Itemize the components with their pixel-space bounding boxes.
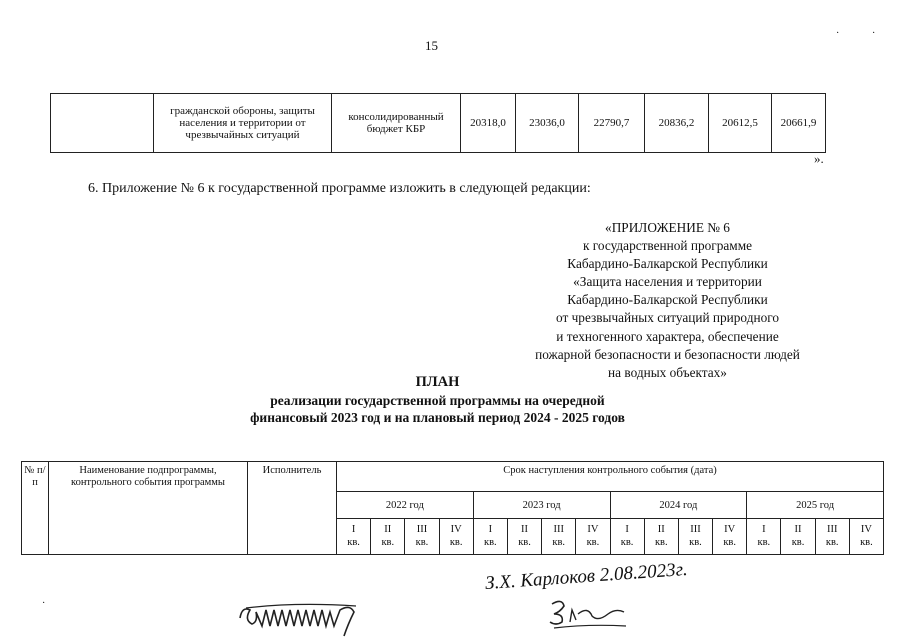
quarter-header: IV кв. xyxy=(849,519,883,555)
plan-subtitle: финансовый 2023 год и на плановый период 2024 - 2025 годов xyxy=(250,410,625,425)
table-cell: консолидированный бюджет КБР xyxy=(332,94,461,153)
scan-speck: · xyxy=(42,598,46,609)
appendix-line: Кабардино-Балкарской Республики xyxy=(567,256,768,272)
scan-speck: · xyxy=(872,28,876,39)
year-header: 2025 год xyxy=(747,492,884,519)
appendix-line: к государственной программе xyxy=(582,238,753,254)
table-cell: 20661,9 xyxy=(772,94,826,153)
appendix-line: и техногенного характера, обеспечение xyxy=(556,328,779,344)
table-row xyxy=(51,94,826,153)
amendment-paragraph: 6. Приложение № 6 к государственной программе изложить в следующей редакции: xyxy=(88,181,591,196)
plan-title: ПЛАН xyxy=(415,374,460,390)
handwritten-signature xyxy=(236,596,361,638)
quarter-header: IV кв. xyxy=(439,519,473,555)
quarter-header: IV кв. xyxy=(576,519,610,555)
quarter-header: I кв. xyxy=(610,519,644,555)
table-cell: гражданской обороны, защиты населения и территории от чрезвычайных ситуаций xyxy=(154,94,332,153)
quarter-header: I кв. xyxy=(747,519,781,555)
quarter-header: II кв. xyxy=(507,519,541,555)
scan-speck: · xyxy=(836,28,840,39)
plan-subtitle: реализации государственной программы на очередной xyxy=(270,392,605,408)
table-cell: 23036,0 xyxy=(516,94,579,153)
quarter-header: II кв. xyxy=(371,519,405,555)
col-header-num: № п/п xyxy=(22,462,49,555)
col-header-date: Срок наступления контрольного события (дата) xyxy=(337,462,884,492)
quarter-header: II кв. xyxy=(644,519,678,555)
appendix-line: от чрезвычайных ситуаций природного xyxy=(556,310,779,326)
col-header-name: Наименование подпрограммы, контрольного события программы xyxy=(49,462,248,555)
table-cell: 20836,2 xyxy=(645,94,709,153)
year-header: 2024 год xyxy=(610,492,747,519)
appendix-line: «Защита населения и территории xyxy=(573,274,762,290)
table-cell xyxy=(51,94,154,153)
appendix-header xyxy=(505,219,830,382)
quarter-header: IV кв. xyxy=(713,519,747,555)
quarter-header: III кв. xyxy=(542,519,576,555)
quarter-header: III кв. xyxy=(678,519,712,555)
schedule-table xyxy=(21,461,884,555)
appendix-line: «ПРИЛОЖЕНИЕ № 6 xyxy=(605,220,730,235)
plan-heading xyxy=(195,374,680,427)
table-row xyxy=(22,462,884,492)
quarter-header: I кв. xyxy=(473,519,507,555)
budget-row-table xyxy=(50,93,826,153)
table-cell: 22790,7 xyxy=(579,94,645,153)
appendix-line: Кабардино-Балкарской Республики xyxy=(567,292,768,308)
col-header-executor: Исполнитель xyxy=(248,462,337,555)
page-number: 15 xyxy=(425,38,438,53)
table-cell: 20612,5 xyxy=(709,94,772,153)
appendix-line: пожарной безопасности и безопасности людей xyxy=(535,346,800,362)
year-header: 2022 год xyxy=(337,492,474,519)
quarter-header: II кв. xyxy=(781,519,815,555)
quarter-header: III кв. xyxy=(815,519,849,555)
handwritten-note: З.Х. Карлоков 2.08.2023г. xyxy=(484,558,689,595)
closing-quote: ». xyxy=(814,151,824,166)
year-header: 2023 год xyxy=(473,492,610,519)
handwritten-signature xyxy=(548,596,628,630)
table-cell: 20318,0 xyxy=(461,94,516,153)
appendix-line: на водных объектах» xyxy=(608,364,727,380)
quarter-header: III кв. xyxy=(405,519,439,555)
quarter-header: I кв. xyxy=(337,519,371,555)
